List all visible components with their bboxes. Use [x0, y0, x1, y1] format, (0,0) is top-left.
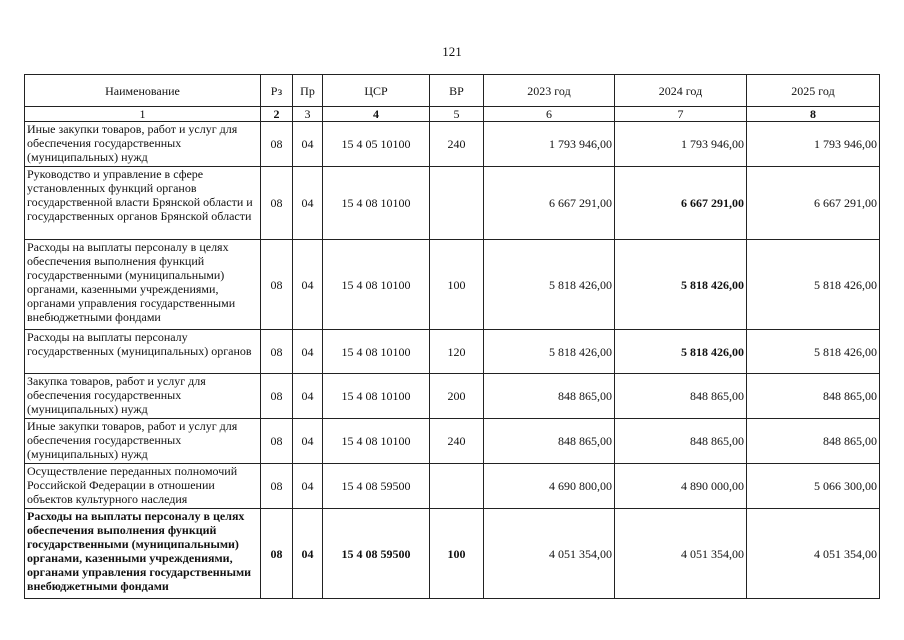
row-2025: 848 865,00 — [747, 419, 880, 464]
row-2024: 848 865,00 — [615, 419, 747, 464]
row-name: Осуществление переданных полномочий Российской Федерации в отношении объектов культурного наследия — [25, 464, 261, 509]
header-name: Наименование — [25, 75, 261, 107]
row-2024: 6 667 291,00 — [615, 167, 747, 240]
row-2024: 848 865,00 — [615, 374, 747, 419]
column-number: 2 — [261, 107, 293, 122]
row-rz: 08 — [261, 509, 293, 599]
header-2024: 2024 год — [615, 75, 747, 107]
row-2024: 5 818 426,00 — [615, 240, 747, 330]
row-2023: 848 865,00 — [484, 419, 615, 464]
column-number-row — [25, 107, 880, 122]
row-name: Иные закупки товаров, работ и услуг для обеспечения государственных (муниципальных) нужд — [25, 419, 261, 464]
row-name: Расходы на выплаты персоналу в целях обеспечения выполнения функций государственными (муниципальными) органами, казенными учреждениями, органами управления государственными внебюджетными фондами — [25, 240, 261, 330]
row-pr: 04 — [293, 330, 323, 374]
column-number: 5 — [430, 107, 484, 122]
row-rz: 08 — [261, 330, 293, 374]
row-csr: 15 4 08 10100 — [323, 419, 430, 464]
header-rz: Рз — [261, 75, 293, 107]
row-2024: 1 793 946,00 — [615, 122, 747, 167]
row-pr: 04 — [293, 374, 323, 419]
row-pr: 04 — [293, 167, 323, 240]
table-row — [25, 374, 880, 419]
column-number: 7 — [615, 107, 747, 122]
table-row — [25, 122, 880, 167]
row-2023: 4 690 800,00 — [484, 464, 615, 509]
row-csr: 15 4 08 10100 — [323, 167, 430, 240]
row-2025: 1 793 946,00 — [747, 122, 880, 167]
row-pr: 04 — [293, 240, 323, 330]
column-number: 4 — [323, 107, 430, 122]
row-rz: 08 — [261, 167, 293, 240]
row-rz: 08 — [261, 240, 293, 330]
row-2025: 5 066 300,00 — [747, 464, 880, 509]
row-rz: 08 — [261, 122, 293, 167]
page-number: 121 — [442, 44, 462, 59]
table-row — [25, 464, 880, 509]
row-csr: 15 4 08 10100 — [323, 374, 430, 419]
row-csr: 15 4 08 59500 — [323, 509, 430, 599]
row-2023: 5 818 426,00 — [484, 330, 615, 374]
row-2024: 5 818 426,00 — [615, 330, 747, 374]
header-csr: ЦСР — [323, 75, 430, 107]
row-vr: 100 — [430, 509, 484, 599]
row-name: Руководство и управление в сфере установленных функций органов государственной власти Брянской области и государственных органов Брянской области — [25, 167, 261, 240]
row-csr: 15 4 08 10100 — [323, 240, 430, 330]
row-vr: 100 — [430, 240, 484, 330]
row-2025: 4 051 354,00 — [747, 509, 880, 599]
budget-table — [24, 74, 880, 599]
row-csr: 15 4 08 10100 — [323, 330, 430, 374]
row-pr: 04 — [293, 464, 323, 509]
row-vr: 200 — [430, 374, 484, 419]
row-rz: 08 — [261, 374, 293, 419]
row-csr: 15 4 08 59500 — [323, 464, 430, 509]
column-number: 1 — [25, 107, 261, 122]
row-2024: 4 890 000,00 — [615, 464, 747, 509]
row-2023: 5 818 426,00 — [484, 240, 615, 330]
row-2023: 848 865,00 — [484, 374, 615, 419]
column-number: 6 — [484, 107, 615, 122]
row-name: Расходы на выплаты персоналу государственных (муниципальных) органов — [25, 330, 261, 374]
table-row — [25, 167, 880, 240]
row-name: Иные закупки товаров, работ и услуг для обеспечения государственных (муниципальных) нужд — [25, 122, 261, 167]
row-2025: 5 818 426,00 — [747, 240, 880, 330]
table-row — [25, 419, 880, 464]
row-pr: 04 — [293, 419, 323, 464]
row-2023: 6 667 291,00 — [484, 167, 615, 240]
row-vr: 240 — [430, 419, 484, 464]
row-rz: 08 — [261, 419, 293, 464]
header-row — [25, 75, 880, 107]
row-2023: 1 793 946,00 — [484, 122, 615, 167]
row-2025: 6 667 291,00 — [747, 167, 880, 240]
row-name: Расходы на выплаты персоналу в целях обеспечения выполнения функций государственными (муниципальными) органами, казенными учреждениями, органами управления государственными внебюджетными фондами — [25, 509, 261, 599]
header-pr: Пр — [293, 75, 323, 107]
row-name: Закупка товаров, работ и услуг для обеспечения государственных (муниципальных) нужд — [25, 374, 261, 419]
column-number: 8 — [747, 107, 880, 122]
row-2025: 848 865,00 — [747, 374, 880, 419]
table-row — [25, 240, 880, 330]
header-2025: 2025 год — [747, 75, 880, 107]
table-row — [25, 509, 880, 599]
row-rz: 08 — [261, 464, 293, 509]
header-vr: ВР — [430, 75, 484, 107]
row-vr — [430, 464, 484, 509]
row-2025: 5 818 426,00 — [747, 330, 880, 374]
row-pr: 04 — [293, 509, 323, 599]
header-2023: 2023 год — [484, 75, 615, 107]
row-2024: 4 051 354,00 — [615, 509, 747, 599]
row-csr: 15 4 05 10100 — [323, 122, 430, 167]
row-vr — [430, 167, 484, 240]
row-pr: 04 — [293, 122, 323, 167]
table-row — [25, 330, 880, 374]
row-2023: 4 051 354,00 — [484, 509, 615, 599]
row-vr: 120 — [430, 330, 484, 374]
row-vr: 240 — [430, 122, 484, 167]
column-number: 3 — [293, 107, 323, 122]
